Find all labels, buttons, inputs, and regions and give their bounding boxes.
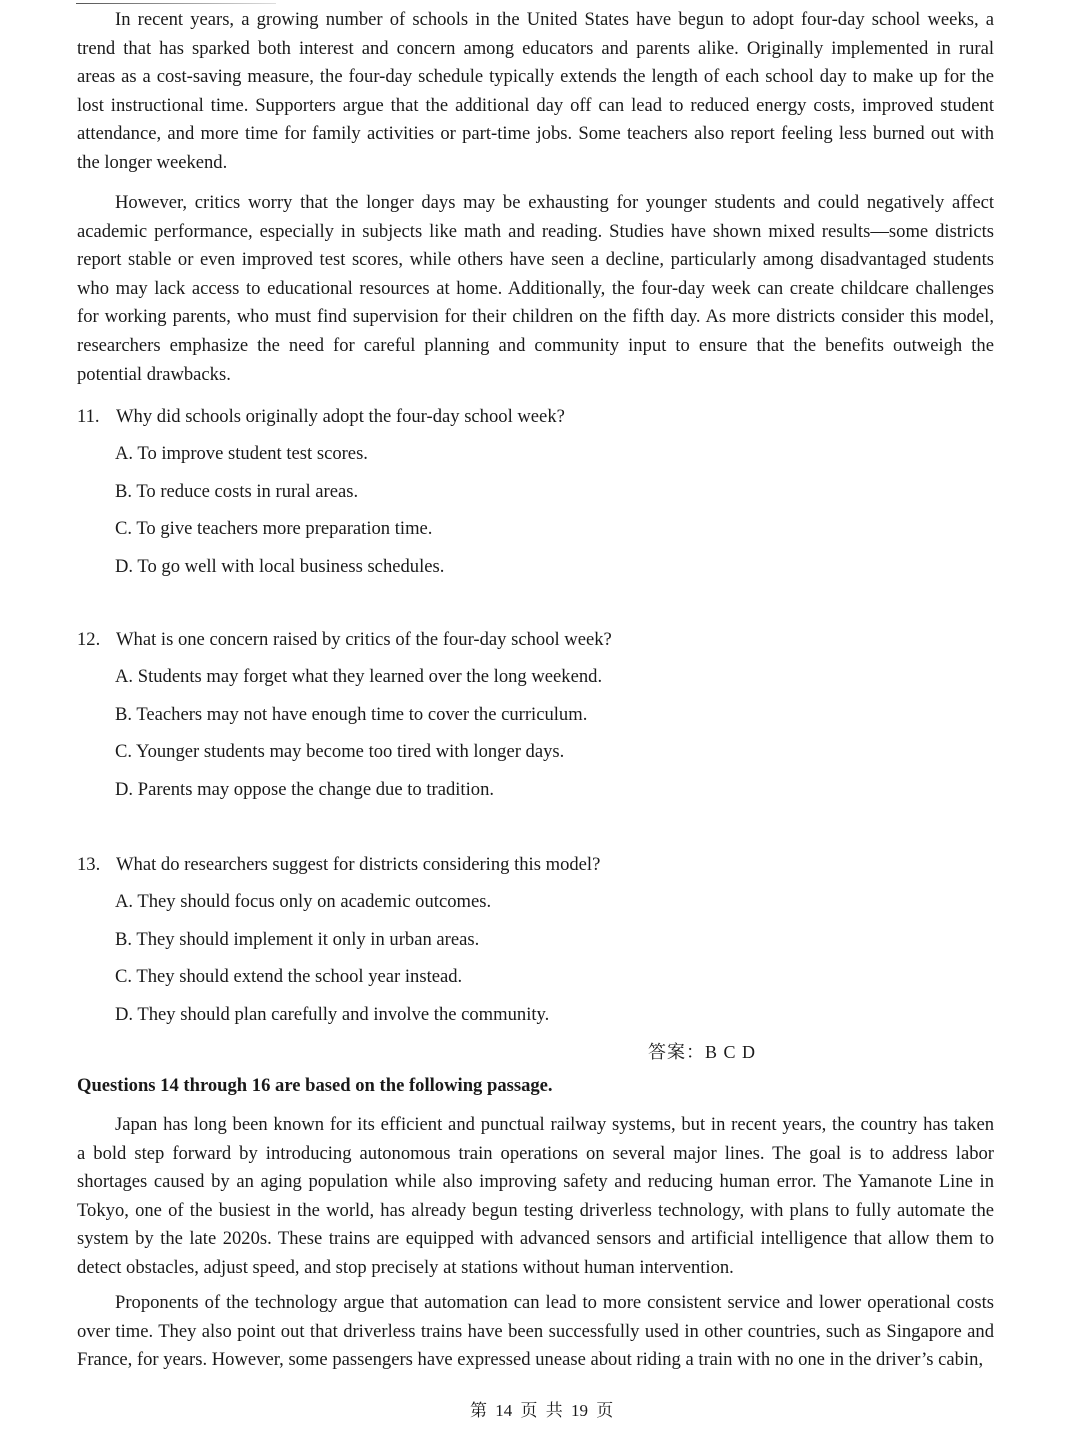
text-line: attendance, and more time for family activities or part-time jobs. Some teachers also report feeling less burned out with — [77, 123, 994, 145]
text-line: Japan has long been known for its efficient and punctual railway systems, but in recent years, the country has taken — [115, 1114, 994, 1135]
text-line: areas as a cost-saving measure, the four-day schedule typically extends the length of each school day to make up for the — [77, 66, 994, 88]
text-line: over time. They also point out that driverless trains have been successfully used in other countries, such as Singapore and — [77, 1320, 994, 1342]
answer-option: C. Younger students may become too tired with longer days. — [115, 741, 565, 763]
passage1-paragraph-2 — [77, 189, 994, 389]
question-stem — [77, 621, 612, 658]
question-number: 12. — [77, 629, 101, 650]
text-line: the longer weekend. — [77, 151, 228, 173]
question-text: Why did schools originally adopt the four-day school week? — [116, 406, 565, 427]
question-text: What do researchers suggest for districts considering this model? — [116, 854, 601, 875]
text-line: for working parents, who must find supervision for their children on the fifth day. As more districts consider this model, — [77, 306, 994, 328]
question-stem — [77, 398, 565, 435]
text-line: potential drawbacks. — [77, 363, 231, 385]
answer-option: D. Parents may oppose the change due to tradition. — [115, 778, 495, 800]
text-line: academic performance, especially in subjects like math and reading. Studies have shown mixed results—some districts — [77, 220, 994, 242]
question-13 — [77, 846, 600, 1033]
answer-option: D. They should plan carefully and involve the community. — [115, 1003, 550, 1025]
answer-option: C. To give teachers more preparation time. — [115, 518, 433, 540]
text-line: In recent years, a growing number of schools in the United States have begun to adopt four-day school weeks, a — [115, 9, 994, 30]
text-line: report stable or even improved test scores, while others have seen a decline, particularly among disadvantaged students — [77, 249, 994, 271]
question-number: 11. — [77, 406, 100, 427]
question-text: What is one concern raised by critics of the four-day school week? — [116, 629, 612, 650]
page-number-footer: 第 14 页 共 19 页 — [470, 1401, 614, 1420]
question-stem — [77, 846, 600, 883]
text-line: lost instructional time. Supporters argue that the additional day off can lead to reduced energy costs, improved student — [77, 94, 994, 116]
text-line: researchers emphasize the need for careful planning and community input to ensure that the benefits outweigh the — [77, 334, 994, 356]
text-line: Tokyo, one of the busiest in the world, has already begun testing driverless technology, with plans to fully automate the — [77, 1199, 994, 1221]
answer-option: A. Students may forget what they learned over the long weekend. — [115, 666, 603, 687]
answer-key: 答案：B C D — [648, 1042, 757, 1062]
question-number: 13. — [77, 854, 101, 875]
top-rule — [76, 3, 276, 4]
question-12 — [77, 621, 612, 808]
answer-option: B. Teachers may not have enough time to cover the curriculum. — [115, 703, 588, 725]
answer-option: D. To go well with local business schedules. — [115, 555, 445, 577]
question-11 — [77, 398, 565, 585]
answer-option: A. They should focus only on academic outcomes. — [115, 891, 492, 912]
text-line: France, for years. However, some passengers have expressed unease about riding a train with no one in the driver’s cabin, — [77, 1349, 984, 1371]
text-line: a bold step forward by introducing autonomous train operations on several major lines. The goal is to address labor — [77, 1142, 994, 1164]
section-heading: Questions 14 through 16 are based on the following passage. — [77, 1075, 553, 1096]
text-line: However, critics worry that the longer days may be exhausting for younger students and could negatively affect — [115, 192, 994, 213]
answer-option: C. They should extend the school year instead. — [115, 966, 463, 988]
text-line: Proponents of the technology argue that automation can lead to more consistent service and lower operational costs — [115, 1292, 994, 1313]
answer-option: A. To improve student test scores. — [115, 443, 368, 464]
passage2-paragraph-2 — [77, 1289, 994, 1375]
answer-option: B. They should implement it only in urban areas. — [115, 928, 480, 950]
passage1-paragraph-1 — [77, 6, 994, 178]
text-line: shortages caused by an aging population while also improving safety and reducing human error. The Yamanote Line in — [77, 1171, 994, 1193]
passage2-paragraph-1 — [77, 1111, 994, 1283]
answer-option: B. To reduce costs in rural areas. — [115, 480, 359, 502]
text-line: trend that has sparked both interest and concern among educators and parents alike. Originally implemented in rural — [77, 37, 994, 59]
text-line: who may lack access to educational resources at home. Additionally, the four-day week can create childcare challenges — [77, 277, 994, 299]
text-line: system by the late 2020s. These trains are equipped with advanced sensors and artificial intelligence that allow them to — [77, 1228, 994, 1250]
text-line: detect obstacles, adjust speed, and stop precisely at stations without human intervention. — [77, 1256, 734, 1278]
